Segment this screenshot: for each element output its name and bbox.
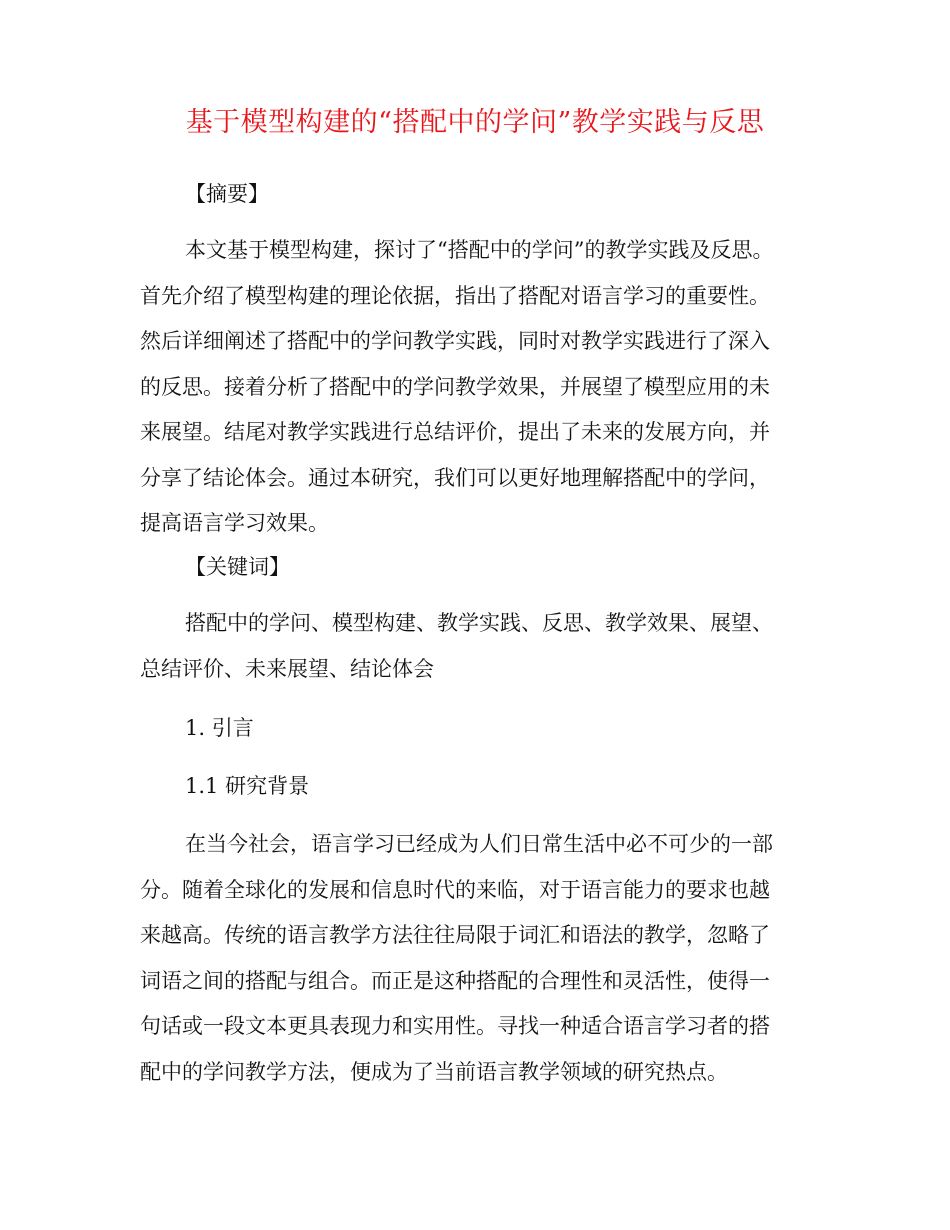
keywords-line: 总结评价、未来展望、结论体会: [140, 656, 434, 681]
abstract-line: 提高语言学习效果。: [140, 511, 329, 535]
body-line: 分。随着全球化的发展和信息时代的来临，对于语言能力的要求也越: [140, 877, 770, 902]
abstract-line: 首先介绍了模型构建的理论依据，指出了搭配对语言学习的重要性。: [140, 283, 770, 308]
abstract-line: 分享了结论体会。通过本研究，我们可以更好地理解搭配中的学问，: [140, 465, 770, 490]
keywords-line: 搭配中的学问、模型构建、教学实践、反思、教学效果、展望、: [185, 611, 773, 635]
body-line: 在当今社会，语言学习已经成为人们日常生活中必不可少的一部: [185, 832, 773, 856]
section-1-1-paragraph: [140, 822, 830, 1095]
body-line: 词语之间的搭配与组合。而正是这种搭配的合理性和灵活性，使得一: [140, 968, 770, 993]
abstract-heading: 【摘要】: [185, 182, 269, 206]
abstract-line: 的反思。接着分析了搭配中的学问教学效果，并展望了模型应用的未: [140, 374, 770, 399]
body-line: 来越高。传统的语言教学方法往往局限于词汇和语法的教学，忽略了: [140, 923, 770, 947]
abstract-line: 来展望。结尾对教学实践进行总结评价，提出了未来的发展方向，并: [140, 420, 770, 444]
section-1-1-heading: 1.1 研究背景: [185, 774, 310, 798]
section-1-heading: 1. 引言: [185, 716, 254, 740]
keywords-heading: 【关键词】: [185, 555, 290, 579]
abstract-line: 本文基于模型构建，探讨了“搭配中的学问”的教学实践及反思。: [185, 238, 774, 262]
body-line: 配中的学问教学方法，便成为了当前语言教学领域的研究热点。: [140, 1059, 728, 1084]
keywords-paragraph: [140, 601, 830, 692]
body-line: 句话或一段文本更具表现力和实用性。寻找一种适合语言学习者的搭: [140, 1014, 770, 1038]
document-title: 基于模型构建的“搭配中的学问”教学实践与反思: [185, 107, 765, 138]
abstract-line: 然后详细阐述了搭配中的学问教学实践，同时对教学实践进行了深入: [140, 329, 770, 353]
abstract-paragraph: [140, 228, 830, 547]
